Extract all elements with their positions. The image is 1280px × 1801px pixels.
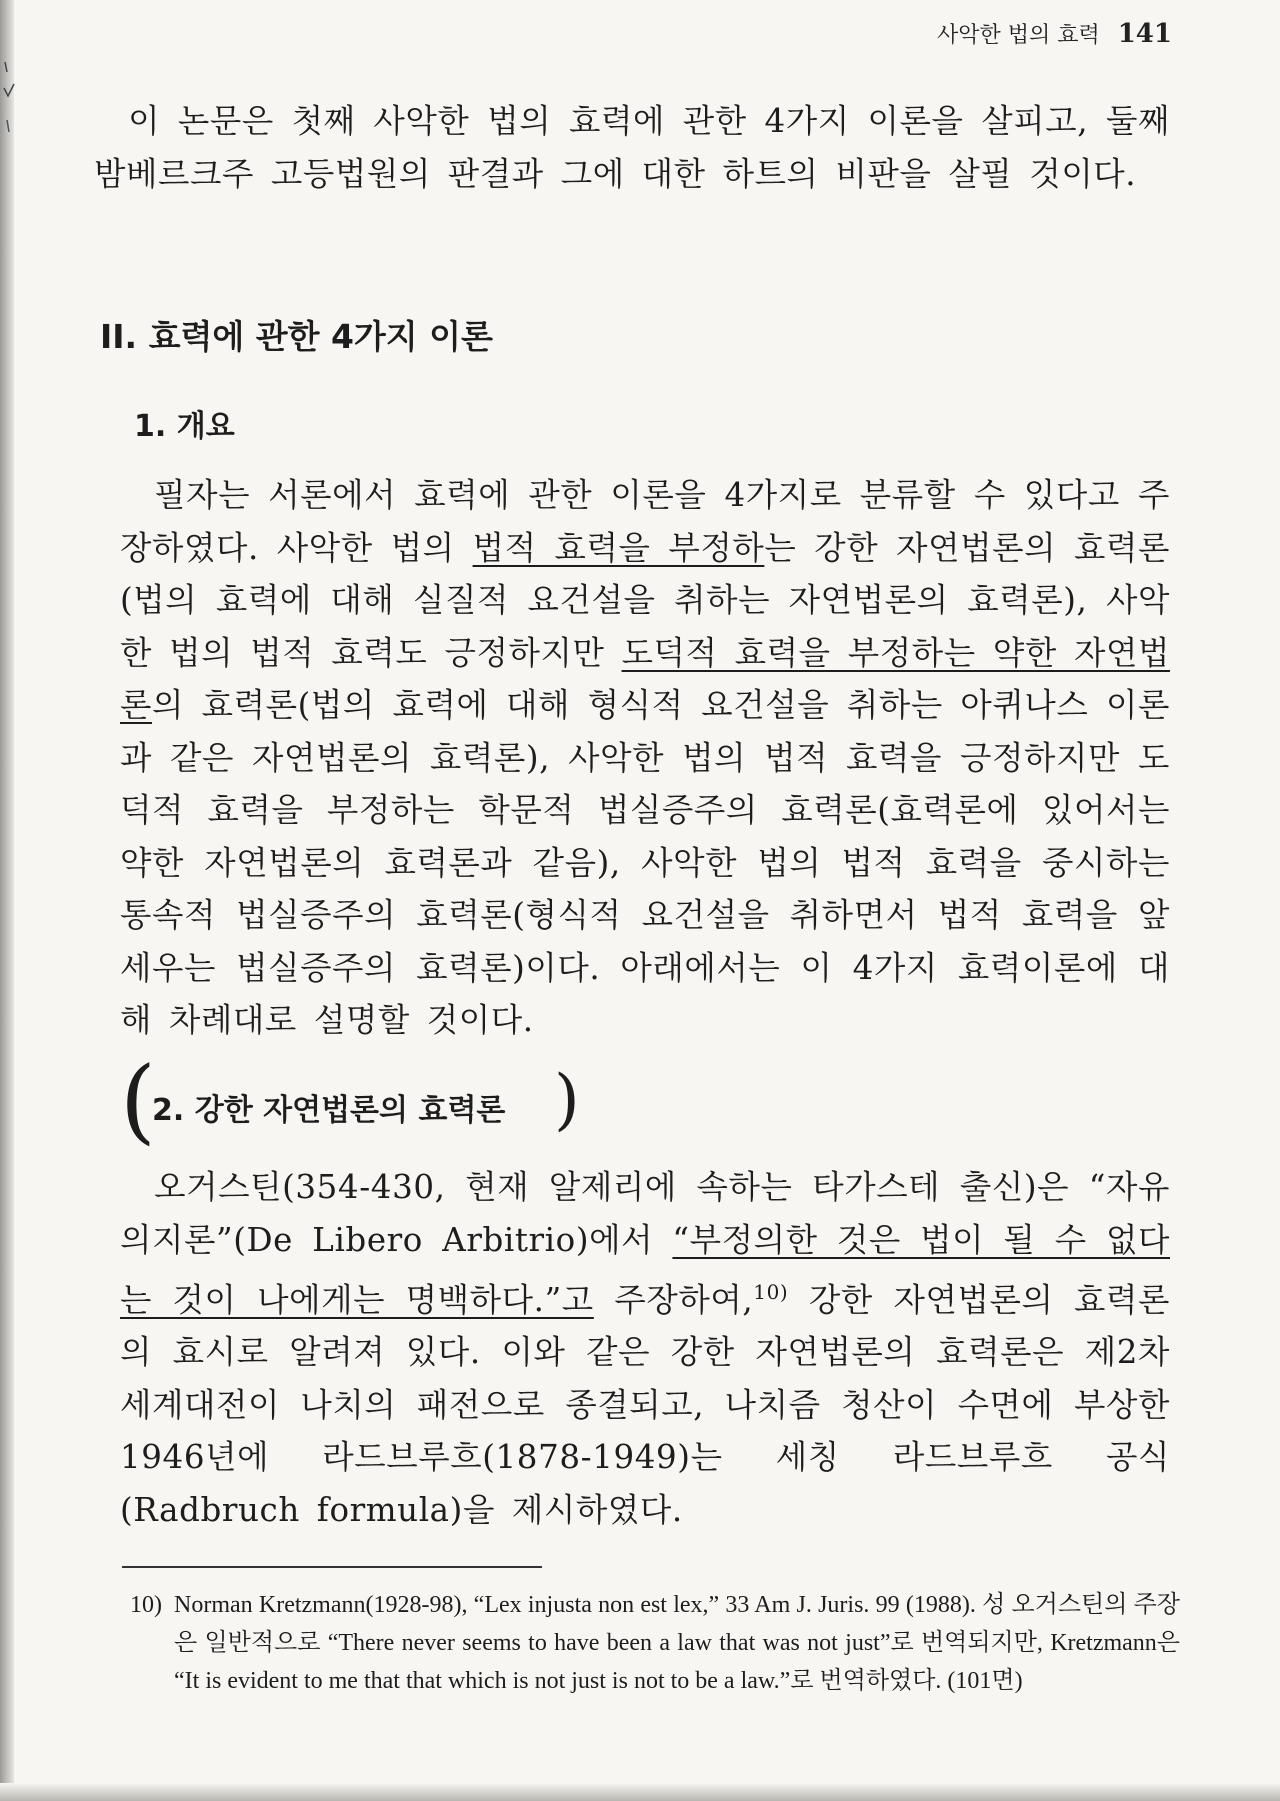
running-header bbox=[937, 18, 1172, 49]
intro-paragraph: 이 논문은 첫째 사악한 법의 효력에 관한 4가지 이론을 살피고, 둘째 밤베르크주 고등법원의 판결과 그에 대한 하트의 비판을 살필 것이다. bbox=[94, 102, 1170, 193]
footnote-number: 10) bbox=[130, 1592, 162, 1618]
augustine-paragraph bbox=[120, 1161, 1170, 1536]
page-binding-shadow bbox=[0, 0, 14, 1801]
section-heading: II. 효력에 관한 4가지 이론 bbox=[100, 317, 493, 356]
underlined-phrase-legal-validity: 법적 효력을 부정하 bbox=[472, 528, 765, 567]
running-title: 사악한 법의 효력 bbox=[936, 23, 1100, 48]
underlined-phrase-weak-natural-law: 도덕적 효력을 부정하는 약한 자연법론 bbox=[120, 633, 1170, 724]
footnote-reference[interactable]: 10) bbox=[753, 1280, 789, 1304]
handwritten-right-paren: ) bbox=[554, 1061, 580, 1138]
augustine-text-1: 오거스틴(354-430, 현재 알제리에 속하는 타가스테 출신)은 “자유의지론”(De Libero Arbitrio)에서 bbox=[120, 1168, 1170, 1259]
handwritten-left-paren: ( bbox=[120, 1047, 156, 1154]
overview-text-3: 의 효력론(법의 효력에 대해 형식적 요건설을 취하는 아퀴나스 이론과 같은 자연법론의 효력론), 사악한 법의 법적 효력을 긍정하지만 도덕적 효력을 부정하는 학문적 법실증주의 효력론(효력론에 있어서는 약한 자연법론의 효력론과 같음), 사악한 법의 법적 효력을 중시하는 통속적 법실증주의 효력론(형식적 요건설을 취하면서 법적 효력을 앞세우는 법실증주의 효력론)이다. 아래에서는 이 4가지 효력이론에 대해 차례대로 설명할 것이다. bbox=[120, 686, 1170, 1039]
subsection-2-heading-group bbox=[120, 1047, 620, 1154]
subsection-1-body bbox=[120, 469, 1170, 1047]
page-bottom-edge bbox=[0, 1783, 1280, 1801]
underlined-quote-unjust-law: “부정의한 것은 법이 될 수 없다는 것이 나에게는 명백하다.”고 bbox=[120, 1220, 1170, 1319]
footnote-10 bbox=[130, 1586, 1180, 1700]
footnote-text: Norman Kretzmann(1928-98), “Lex injusta non est lex,” 33 Am J. Juris. 99 (1988). 성 오거스틴의 주장은 일반적으로 “There never seems to have been a law that was not just”로 번역되지만, Kretzmann은 “It is evident to me that that which is not just is not to be a law.”로 번역하였다. (101면) bbox=[174, 1592, 1180, 1694]
augustine-text-3: 강한 자연법론의 효력론의 효시로 알려져 있다. 이와 같은 강한 자연법론의 효력론은 제2차 세계대전이 나치의 패전으로 종결되고, 나치즘 청산이 수면에 부상한 1946년에 라드브루흐(1878-1949)는 세칭 라드브루흐 공식(Radbruch formula)을 제시하였다. bbox=[120, 1280, 1170, 1529]
subsection-1-heading: 1. 개요 bbox=[134, 409, 235, 444]
subsection-2-heading: 2. 강한 자연법론의 효력론 bbox=[152, 1093, 506, 1128]
footnote-separator bbox=[122, 1566, 542, 1568]
overview-paragraph bbox=[120, 469, 1170, 1047]
page-number: 141 bbox=[1117, 19, 1172, 49]
overview-text-1: 필자는 서론에서 효력에 관한 이론을 4가지로 분류할 수 있다고 주장하였다. 사악한 법의 bbox=[120, 476, 1170, 567]
overview-text-2: 는 강한 자연법론의 효력론(법의 효력에 대해 실질적 요건설을 취하는 자연법론의 효력론), 사악한 법의 법적 효력도 긍정하지만 bbox=[120, 528, 1170, 672]
subsection-2-body bbox=[120, 1161, 1170, 1536]
augustine-text-2: 주장하여, bbox=[593, 1280, 754, 1319]
margin-pencil-mark bbox=[2, 60, 16, 150]
